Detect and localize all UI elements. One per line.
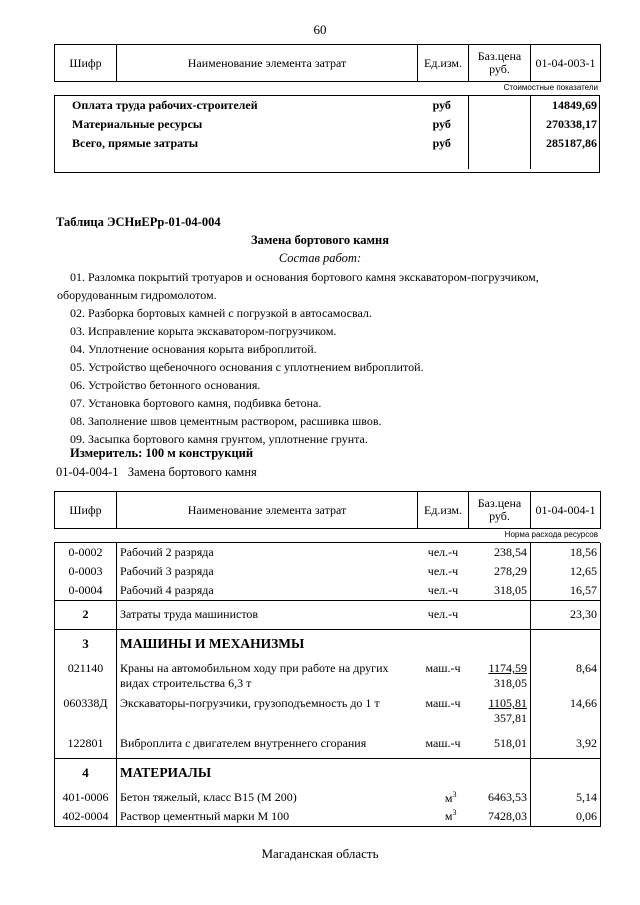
meter: Измеритель: 100 м конструкций xyxy=(70,446,254,460)
header-name: Наименование элемента затрат xyxy=(117,492,418,529)
code-line: 01-04-004-1 Замена бортового камня xyxy=(56,465,257,479)
row-unit: чел.-ч xyxy=(427,545,459,559)
row-code: 4 xyxy=(55,758,117,788)
row-value: 3,92 xyxy=(531,729,601,758)
row-price: 7428,03 xyxy=(469,807,531,826)
list-item: 08. Заполнение швов цементным раствором, расшивка швов. xyxy=(70,414,382,428)
row-code: 021140 xyxy=(55,659,117,696)
table-row xyxy=(55,758,601,788)
row-name: Краны на автомобильном ходу при работе на других xyxy=(120,661,389,675)
header-norm-code: 01-04-003-1 xyxy=(531,45,601,82)
row-unit: маш.-ч xyxy=(425,696,461,710)
list-item: оборудованным гидромолотом. xyxy=(57,288,217,302)
row-price: 318,05 xyxy=(469,581,531,600)
row-value: 5,14 xyxy=(531,788,601,807)
row-name-cont: видах строительства 6,3 т xyxy=(120,676,252,690)
row-code: 0-0004 xyxy=(55,581,117,600)
table-row xyxy=(54,115,600,134)
section-title: Замена бортового камня xyxy=(251,233,389,247)
row-value: 18,56 xyxy=(531,543,601,562)
row-price: 1174,59 xyxy=(488,661,527,675)
header-unit: Ед.изм. xyxy=(418,492,469,529)
header-code: Шифр xyxy=(55,492,117,529)
section-heading: МАТЕРИАЛЫ xyxy=(120,765,212,781)
header-price: Баз.цена руб. xyxy=(469,45,531,82)
row-code: 401-0006 xyxy=(55,788,117,807)
row-unit: руб xyxy=(432,136,451,150)
footer-region: Магаданская область xyxy=(261,846,379,861)
list-item: 03. Исправление корыта экскаватором-погрузчиком. xyxy=(70,324,337,338)
list-item: 07. Установка бортового камня, подбивка бетона. xyxy=(70,396,322,410)
row-value: 270338,17 xyxy=(530,115,600,134)
row-value: 285187,86 xyxy=(530,134,600,153)
table-row xyxy=(54,96,600,115)
row-unit: руб xyxy=(432,117,451,131)
row-name: Бетон тяжелый, класс B15 (М 200) xyxy=(120,790,297,804)
list-item: 04. Уплотнение основания корыта виброплитой. xyxy=(70,342,317,356)
table-row xyxy=(55,543,601,562)
row-unit: маш.-ч xyxy=(425,661,461,675)
list-item: 02. Разборка бортовых камней с погрузкой в автосамосвал. xyxy=(70,306,372,320)
row-value: 23,30 xyxy=(531,600,601,629)
row-code: 0-0002 xyxy=(55,543,117,562)
table-row xyxy=(55,807,601,826)
row-code: 2 xyxy=(55,600,117,629)
row-name: Рабочий 2 разряда xyxy=(120,545,214,559)
work-list xyxy=(57,268,610,448)
row-unit: чел.-ч xyxy=(418,581,469,600)
cost-table-body xyxy=(54,96,600,169)
row-price-sub: 318,05 xyxy=(494,676,527,690)
row-name: Затраты труда машинистов xyxy=(117,600,418,629)
work-heading: Состав работ: xyxy=(278,251,362,265)
table-row xyxy=(55,600,601,629)
row-name: Всего, прямые затраты xyxy=(72,136,199,150)
section-heading: МАШИНЫ И МЕХАНИЗМЫ xyxy=(120,636,305,652)
table-row xyxy=(55,562,601,581)
table-row xyxy=(54,134,600,153)
table-label: Таблица ЭСНиЕРр-01-04-004 xyxy=(56,215,221,229)
table-row xyxy=(55,581,601,600)
row-price-sub: 357,81 xyxy=(494,711,527,725)
row-value: 14849,69 xyxy=(530,96,600,115)
table-row xyxy=(55,729,601,758)
row-name: Виброплита с двигателем внутреннего сгорания xyxy=(117,729,418,758)
row-value: 16,57 xyxy=(531,581,601,600)
list-item: 06. Устройство бетонного основания. xyxy=(70,378,261,392)
page-number: 60 xyxy=(313,22,327,37)
cost-subheader: Стоимостные показатели xyxy=(503,83,598,92)
row-unit: чел.-ч xyxy=(418,600,469,629)
header-name: Наименование элемента затрат xyxy=(117,45,418,82)
row-price: 518,01 xyxy=(469,729,531,758)
row-value: 8,64 xyxy=(531,659,601,696)
row-code: 3 xyxy=(55,629,117,659)
header-price: Баз.цена руб. xyxy=(469,492,531,529)
table-row xyxy=(55,696,601,729)
header-code: Шифр xyxy=(55,45,117,82)
row-unit: маш.-ч xyxy=(418,729,469,758)
row-value: 14,66 xyxy=(531,696,601,729)
row-unit: $м^3$ xyxy=(444,789,457,805)
row-code: 122801 xyxy=(55,729,117,758)
row-code: 060338Д xyxy=(55,696,117,729)
row-name: Экскаваторы-погрузчики, грузоподъемность до 1 т xyxy=(120,696,380,710)
row-code: 0-0003 xyxy=(55,562,117,581)
row-code: 402-0004 xyxy=(55,807,117,826)
header-unit: Ед.изм. xyxy=(418,45,469,82)
resource-subheader: Норма расхода ресурсов xyxy=(504,530,598,539)
resource-table-body xyxy=(54,543,601,827)
resource-table-header xyxy=(54,491,601,529)
row-unit: руб xyxy=(432,98,451,112)
row-name: Раствор цементный марки М 100 xyxy=(117,807,418,826)
row-price: 278,29 xyxy=(494,564,527,578)
list-item: 05. Устройство щебеночного основания с уплотнением виброплитой. xyxy=(70,360,424,374)
row-name: Материальные ресурсы xyxy=(72,117,203,131)
row-price: 238,54 xyxy=(494,545,527,559)
list-item: 01. Разломка покрытий тротуаров и основания бортового камня экскаватором-погрузчиком, xyxy=(70,270,539,284)
table-row xyxy=(55,659,601,696)
row-value: 0,06 xyxy=(531,807,601,826)
list-item: 09. Засыпка бортового камня грунтом, уплотнение грунта. xyxy=(70,432,368,446)
row-name: Рабочий 3 разряда xyxy=(120,564,214,578)
row-name: Оплата труда рабочих-строителей xyxy=(72,98,258,112)
row-name: Рабочий 4 разряда xyxy=(117,581,418,600)
header-norm-code: 01-04-004-1 xyxy=(531,492,601,529)
cost-table-header xyxy=(54,44,601,82)
row-price: 1105,81 xyxy=(488,696,527,710)
table-row xyxy=(55,629,601,659)
table-row xyxy=(55,788,601,807)
row-value: 12,65 xyxy=(531,562,601,581)
row-unit: чел.-ч xyxy=(427,564,459,578)
row-unit: $м^3$ xyxy=(418,807,469,826)
row-price: 6463,53 xyxy=(488,790,527,804)
